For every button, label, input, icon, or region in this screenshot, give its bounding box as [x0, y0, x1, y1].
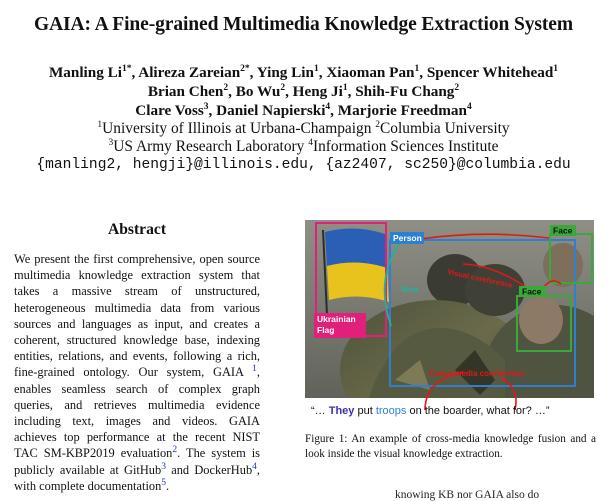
footnote-link[interactable]: 4 [252, 461, 257, 472]
quote-they: They [328, 405, 355, 417]
affiliation-line-2 [0, 138, 607, 156]
author-name: Shih-Fu Chang [355, 83, 455, 100]
author-name: Heng Ji [292, 83, 343, 100]
abstract-text: and DockerHub [165, 462, 253, 477]
soldier-face [519, 296, 563, 344]
abstract-text: We present the first comprehensive, open source multimedia knowledge extraction system that takes a massive stream of unstructured, heterogeneous multimedia data from various sources and languages as input, and creates a coherent, structured knowledge base, indexing entities, relations, and events, following a rich, fine-grained ontology. Our system, GAIA [14, 252, 260, 380]
flag-label-box [315, 313, 367, 339]
author-line-1: Manling $Li^{1*}$, Alireza Zareian$^{2*}$, Ying Lin$^1$, Xiaoman Pan$^1$, Spencer Whitehead$^1$ [48, 63, 559, 81]
author-aff-mark: 1 [414, 63, 420, 74]
author-aff-mark: 1 [121, 63, 127, 74]
person-label: Person [393, 233, 422, 243]
abstract-text: . The system is publicly available at GitHub [14, 446, 260, 477]
abstract-text: , with complete documentation [14, 462, 261, 493]
aff-num: 2 [375, 119, 381, 130]
abstract-text: . [166, 478, 170, 493]
author-line-3: Clare Voss$^3$, Daniel Napierski$^4$, Marjorie Freedman$^4$ [135, 101, 472, 119]
author-aff-mark: 1 [553, 63, 559, 74]
author-name: Brian Chen [147, 83, 224, 100]
quote-put: put [354, 405, 376, 417]
face-top-label: Face [553, 225, 573, 236]
author-aff-mark: 1 [342, 82, 348, 93]
author-name: Alireza Zareian [138, 64, 241, 81]
quote-troops: troops [375, 405, 407, 417]
author-name: Marjorie Freedman [337, 102, 467, 119]
author-name: Xiaoman Pan [326, 64, 415, 81]
next-column-fragment: knowing KB nor GAIA also do [395, 489, 540, 501]
visual-coref-label: Visual coreference [446, 267, 514, 290]
author-aff-mark: 2 [280, 82, 286, 93]
author-emails: {manling2, hengji}@illinois.edu, {az2407, sc250}@columbia.edu [36, 157, 571, 173]
aff-num: 3 [108, 137, 114, 148]
author-aff-mark: 1 [313, 63, 319, 74]
face-mid-label: Face [522, 286, 542, 297]
author-aff-mark: 3 [203, 101, 209, 112]
footnote-link[interactable]: 5 [161, 477, 167, 488]
author-name: Ying Lin [256, 64, 314, 81]
near-label: Near [401, 285, 419, 294]
author-name: Daniel Napierski [216, 102, 326, 119]
figure-1-image [305, 220, 594, 421]
author-name: Spencer Whitehead [426, 64, 554, 81]
author-aff-mark: 2 [223, 82, 229, 93]
affiliation-line-1 [0, 120, 607, 138]
flag-yellow [327, 262, 389, 302]
affiliation: Columbia University [380, 120, 510, 137]
author-aff-mark: 4 [325, 101, 331, 112]
flag-blue [325, 228, 387, 268]
author-line-2: Brian Chen$^2$, Bo Wu$^2$, Heng Ji$^1$, Shih-Fu Chang$^2$ [147, 82, 460, 100]
affiliation: US Army Research Laboratory [113, 138, 305, 155]
footnote-link[interactable]: 1 [252, 364, 257, 375]
author-name: Manling Li [48, 64, 122, 81]
equal-contrib-mark: * [126, 63, 132, 74]
equal-contrib-mark: * [244, 63, 250, 74]
affiliation: University of Illinois at Urbana-Champaign [102, 120, 372, 137]
abstract-body [14, 251, 260, 494]
abstract-text: , enables seamless search of complex graph queries, and retrieves multimedia evidence including text, images and videos. GAIA achieves top performance at the recent NIST TAC SM-KBP2019 evaluation [14, 365, 260, 461]
aff-num: 1 [97, 119, 103, 130]
flag-label: Ukrainian Flag [317, 314, 356, 335]
paper-title: GAIA: A Fine-grained Multimedia Knowledge Extraction System [34, 14, 573, 35]
abstract-heading: Abstract [107, 221, 167, 238]
aff-num: 4 [308, 137, 313, 148]
author-name: Clare Voss [135, 102, 204, 119]
author-aff-mark: 4 [466, 101, 472, 112]
author-aff-mark: 2 [454, 82, 460, 93]
figure-quote [311, 405, 550, 417]
quote-open: “… [311, 405, 329, 417]
footnote-link[interactable]: 2 [172, 445, 178, 456]
author-name: Bo Wu [235, 83, 281, 100]
figure-caption: Figure 1: An example of cross-media knowledge fusion and a look inside the visual knowledge extraction. [305, 433, 596, 460]
author-aff-mark: 2 [240, 63, 245, 74]
cross-media-label: Cross-media coreference [429, 369, 526, 378]
footnote-link[interactable]: 3 [161, 461, 166, 472]
affiliation: Information Sciences Institute [312, 138, 499, 155]
figure-scene [305, 220, 594, 421]
quote-rest: on the boarder, what for? …” [406, 405, 550, 417]
